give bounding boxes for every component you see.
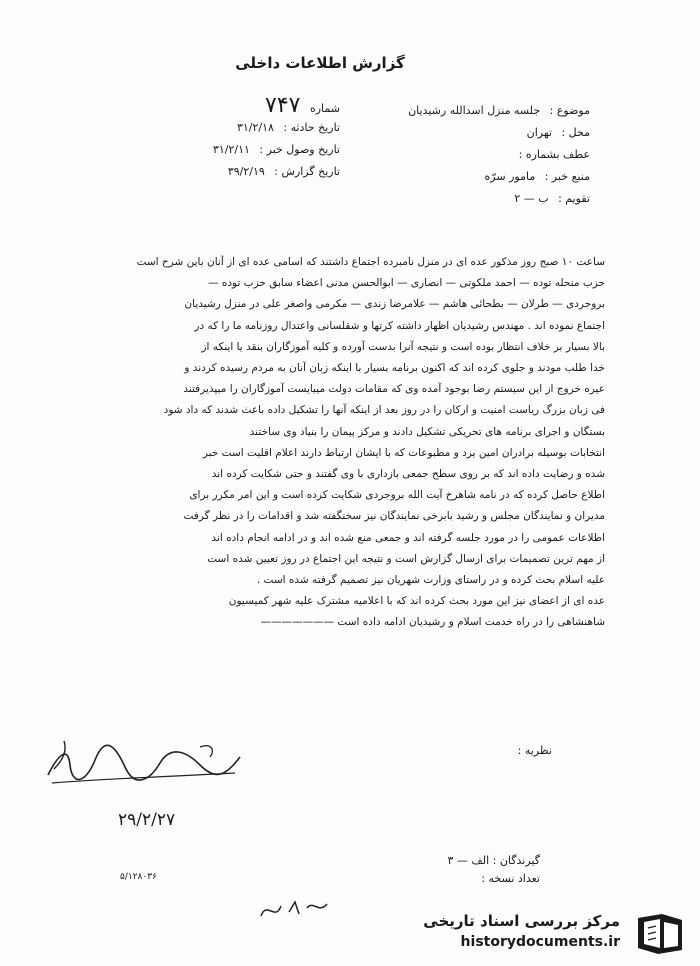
recipients-row [447, 852, 540, 870]
meta-label: محل : [561, 126, 590, 139]
body-line: اجتماع نموده اند . مهندس رشیدیان اظهار داشته کرتها و شقلسانی واعتدال روزنامه ما را که در [194, 319, 605, 332]
handwritten-note [40, 735, 250, 795]
meta-received-date [180, 139, 340, 161]
meta-place [370, 122, 590, 144]
meta-value: تهران [526, 126, 552, 139]
body-line: انتخابات بوسیله برادران امین یزد و مطبوعات که با ایشان ارتباط دارند اعلام اقلیت است خبر [202, 446, 605, 459]
body-line: ساعت ۱۰ صبح روز مذکور عده ای در منزل نامبرده اجتماع داشتند که اسامی عده ای از آنان باین شرح است [136, 256, 605, 268]
body-line: از مهم ترین تصمیمات برای ارسال گزارش است و نتیجه این اجتماع در روز تعیین شده است [207, 552, 605, 565]
meta-label: منبع خبر : [544, 170, 590, 183]
body-line: عده ای از اعضای نیز این مورد بحث کرده اند که با اعلامیه مشترک علیه شهر کمیسیون [228, 595, 605, 608]
meta-grade [370, 188, 590, 210]
meta-incident-date [180, 117, 340, 139]
meta-source [370, 166, 590, 188]
opinion-label: نظریه : [517, 744, 552, 757]
report-body [95, 252, 605, 634]
meta-value: ۳۱/۲/۱۱ [212, 143, 250, 156]
meta-label: تاریخ گزارش : [274, 165, 340, 178]
meta-label: تقویم : [558, 192, 590, 205]
meta-value: مامور سرّه [484, 170, 536, 183]
body-line: بالا بسیار بر خلاف انتظار بوده است و نتیجه آنرا بدست آورده و کلیه آموزگاران بنقد یا اینکه از [201, 340, 605, 353]
brand-url: historydocuments.ir [460, 934, 620, 950]
document-code: ۵/۱۲۸۰۳۶ [120, 872, 157, 882]
body-line: شده و رضایت داده اند که بر روی سطح جمعی بازداری با وی گفتند و حتی شکایت کرده اند [211, 468, 605, 481]
meta-right [370, 100, 590, 210]
meta-value: جلسه منزل اسدالله رشیدیان [408, 104, 541, 117]
archive-brand [392, 908, 692, 960]
meta-value: ۳۹/۲/۱۹ [227, 165, 265, 178]
meta-label: تاریخ وصول خبر : [259, 143, 340, 156]
recipients-block [447, 852, 540, 888]
copies-label: تعداد نسخه : [481, 872, 540, 885]
body-line: اطلاعات عمومی را در مورد جلسه گرفته اند و جمعی منع شده اند و در ادامه انجام داده اند [211, 531, 605, 544]
page-title: گزارش اطلاعات داخلی [235, 54, 405, 72]
meta-value: ب — ۲ [514, 192, 549, 205]
body-line: خدا طلب مودند و جلوی کرده اند که اکنون برنامه بسیار با اینکه زبان آنان به مردم رسیده کردند و [184, 362, 605, 375]
body-line: اطلاع حاصل کرده که در نامه شاهرخ آیت الله بروجردی شکایت کرده است و این امر مکرر برای [189, 489, 605, 502]
report-number: ۷۴۷ [265, 93, 301, 118]
meta-label: شماره [309, 102, 340, 115]
body-line: حزب منحله توده — احمد ملکوتی — انصاری — ابوالحسن مدنی اعضاء سابق حزب توده — [208, 277, 605, 290]
meta-left [180, 95, 340, 183]
meta-subject [370, 100, 590, 122]
copies-row [447, 870, 540, 888]
body-line: بستگان و اجرای برنامه های تحریکی تشکیل دادند و مرکز پیمان را بنیاد وی ساختند [249, 425, 605, 438]
body-line: فی زبان بزرگ ریاست امنیت و ارکان را در روز بعد از اینکه آنها را تشکیل داده باعث شدند که داد شود [163, 404, 605, 417]
brand-name: مرکز بررسی اسناد تاریخی [423, 912, 620, 930]
meta-label: تاریخ حادثه : [283, 121, 340, 134]
archive-logo-icon [632, 910, 688, 958]
meta-reference [370, 144, 590, 166]
meta-report-date [180, 161, 340, 183]
body-line: شاهنشاهی را در راه خدمت اسلام و رشیدیان ادامه داده است ——————— [260, 616, 605, 629]
body-line: عیره خروج از این سیستم رضا بوجود آمده وی که مقامات دولت میبایست آموزگاران را میپذیرفتند [183, 383, 605, 396]
meta-label: عطف بشماره : [518, 148, 590, 161]
body-line: بروجردی — طرلان — بطحائی هاشم — علامرضا زندی — مکرمی واصغر علی در منزل رشیدیان [184, 298, 605, 311]
body-line: علیه اسلام بحث کرده و در راستای وزارت شهریان نیز تصمیم گرفته شده است . [256, 574, 605, 587]
handwritten-mark [255, 892, 335, 928]
recipients-label: گیرندگان : [492, 854, 540, 867]
recipients-value: الف — ۳ [447, 854, 490, 867]
meta-value: ۳۱/۲/۱۸ [236, 121, 274, 134]
meta-label: موضوع : [549, 104, 590, 117]
body-line: مدیران و نمایندگان مجلس و رشید بابرخی نمایندگان نیز سخنگفته شد و اقدامات را در نظر گرفت [183, 510, 605, 523]
handwritten-date: ۲۹/۲/۲۷ [118, 810, 176, 830]
meta-number [180, 95, 340, 117]
